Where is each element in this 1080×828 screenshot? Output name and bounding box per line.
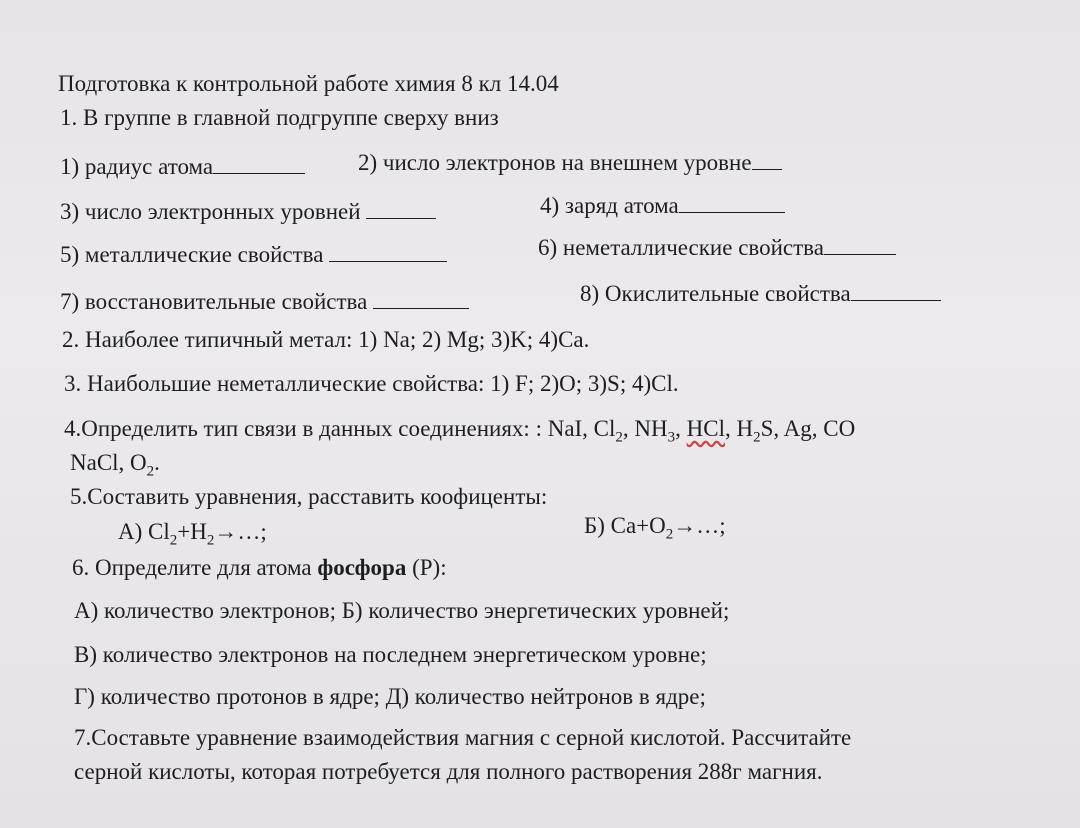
q2-text: 2. Наиболее типичный метал: 1) Na; 2) Mg; 3)K; 4)Ca. (62, 327, 590, 352)
answer-blank (752, 149, 782, 170)
q4-prefix: 4.Определить тип связи в данных соединениях: : NaI, Cl (64, 416, 616, 441)
q1-item-4 (540, 192, 785, 220)
q1-item-8 (580, 280, 941, 308)
q6-title-bold: фосфора (317, 555, 407, 580)
answer-blank (824, 234, 896, 255)
q1-item-6-label: 6) неметаллические свойства (538, 235, 824, 260)
q4-line-1: 4.Определить тип связи в данных соединениях: : NaI, $Cl_2$, $NH_3$, HCl, $H_2S$, Ag, CO (64, 416, 856, 446)
q7-line-2: серной кислоты, которая потребуется для полного растворения 288г магния. (74, 759, 823, 784)
q1-item-4-label: 4) заряд атома (540, 193, 679, 218)
q4-continuation: NaCl, O (70, 450, 147, 475)
answer-blank (329, 241, 447, 262)
q6-title (72, 554, 447, 582)
page-title: Подготовка к контрольной работе химия 8 кл 14.04 (58, 71, 559, 96)
q5-a-label: А) Cl (118, 519, 170, 544)
answer-blank (373, 288, 469, 309)
q1-item-5 (60, 241, 447, 269)
q5-b-label: Б) Ca+O (584, 513, 666, 538)
q1-item-2-label: 2) число электронов на внешнем уровне (358, 150, 752, 175)
q1-item-7 (60, 288, 469, 316)
q4-line-2: NaCl, $O_2$. (70, 450, 160, 480)
q5-a: А) $Cl_2+H_2\to\dots$; (118, 519, 267, 549)
q1-item-6 (538, 234, 896, 262)
q1-item-3 (60, 198, 436, 226)
q1-title: 1. В группе в главной подгруппе сверху вниз (60, 105, 499, 130)
answer-blank (679, 192, 785, 213)
q6-line-2: В) количество электронов на последнем энергетическом уровне; (74, 642, 707, 667)
q6-line-1: А) количество электронов; Б) количество энергетических уровней; (74, 598, 730, 623)
q1-item-1 (60, 153, 305, 181)
q1-item-7-label: 7) восстановительные свойства (60, 289, 368, 314)
q3-text: 3. Наибольшие неметаллические свойства: 1) F; 2)O; 3)S; 4)Cl. (64, 371, 679, 396)
answer-blank (366, 198, 436, 219)
q1-item-1-label: 1) радиус атома (60, 154, 214, 179)
q1-item-8-label: 8) Окислительные свойства (580, 281, 851, 306)
answer-blank (213, 153, 305, 174)
answer-blank (851, 280, 941, 301)
q6-title-prefix: 6. Определите для атома (72, 555, 318, 580)
q5-title: 5.Составить уравнения, расставить коофиценты: (70, 484, 548, 509)
q1-item-2 (358, 149, 782, 177)
q1-item-5-label: 5) металлические свойства (60, 242, 324, 267)
q6-title-suffix: (P): (406, 555, 447, 580)
q7-line-1: 7.Составьте уравнение взаимодействия магния с серной кислотой. Рассчитайте (74, 725, 852, 750)
q6-line-3: Г) количество протонов в ядре; Д) количество нейтронов в ядре; (74, 684, 706, 709)
q1-item-3-label: 3) число электронных уровней (60, 199, 361, 224)
q5-b: Б) $Ca+O_2\to\dots$; (584, 513, 726, 543)
